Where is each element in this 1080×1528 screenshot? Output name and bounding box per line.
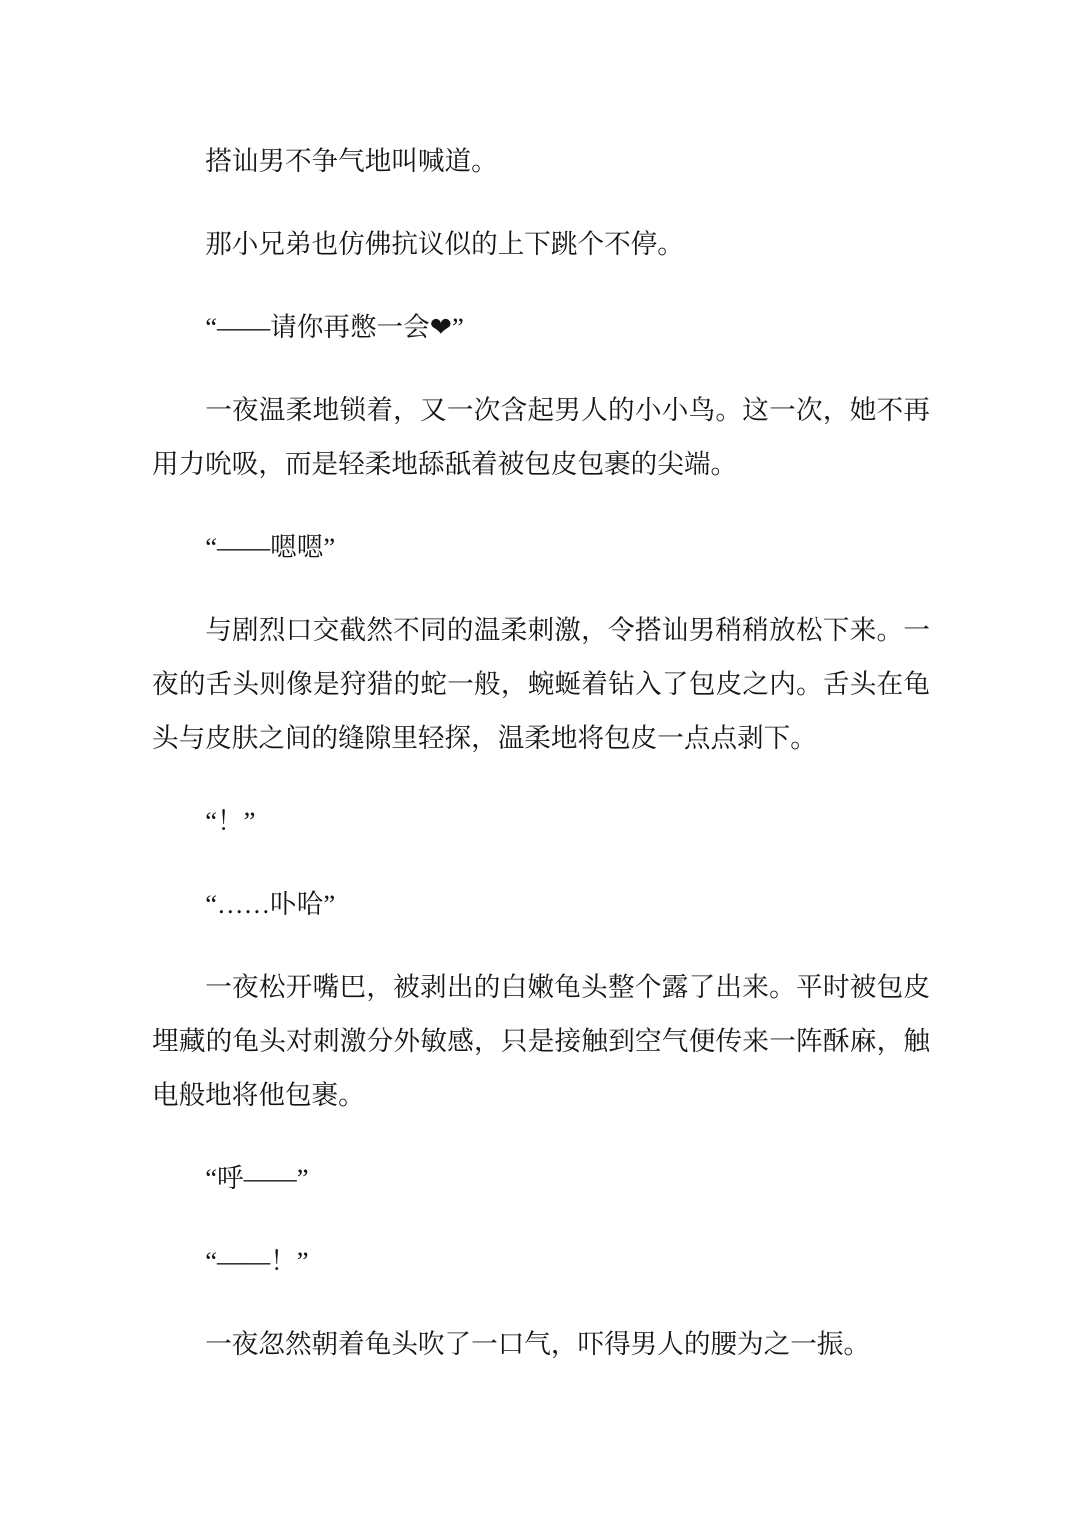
- dialogue-paragraph: “！”: [205, 806, 256, 836]
- narration-paragraph: 搭讪男不争气地叫喊道。: [205, 146, 498, 176]
- dialogue-paragraph: “——！”: [205, 1246, 309, 1276]
- text-content: [152, 134, 930, 1400]
- narration-paragraph: 一夜忽然朝着龟头吹了一口气，吓得男人的腰为之一振。: [205, 1329, 871, 1359]
- narration-paragraph: 与剧烈口交截然不同的温柔刺激，令搭讪男稍稍放松下来。一夜的舌头则像是狩猎的蛇一般，蜿蜒着钻入了包皮之内。舌头在龟头与皮肤之间的缝隙里轻探，温柔地将包皮一点点剥下。: [152, 615, 930, 753]
- dialogue-paragraph: “——嗯嗯”: [205, 532, 336, 562]
- narration-paragraph: 那小兄弟也仿佛抗议似的上下跳个不停。: [205, 229, 684, 259]
- dialogue-paragraph: “呼——”: [205, 1163, 309, 1193]
- dialogue-paragraph: “——请你再憋一会❤”: [205, 312, 464, 342]
- narration-paragraph: 一夜松开嘴巴，被剥出的白嫩龟头整个露了出来。平时被包皮埋藏的龟头对刺激分外敏感，只是接触到空气便传来一阵酥麻，触电般地将他包裹。: [152, 972, 930, 1110]
- dialogue-paragraph: “……卟哈”: [205, 889, 336, 919]
- narration-paragraph: 一夜温柔地锁着，又一次含起男人的小小鸟。这一次，她不再用力吮吸，而是轻柔地舔舐着被包皮包裹的尖端。: [152, 395, 930, 479]
